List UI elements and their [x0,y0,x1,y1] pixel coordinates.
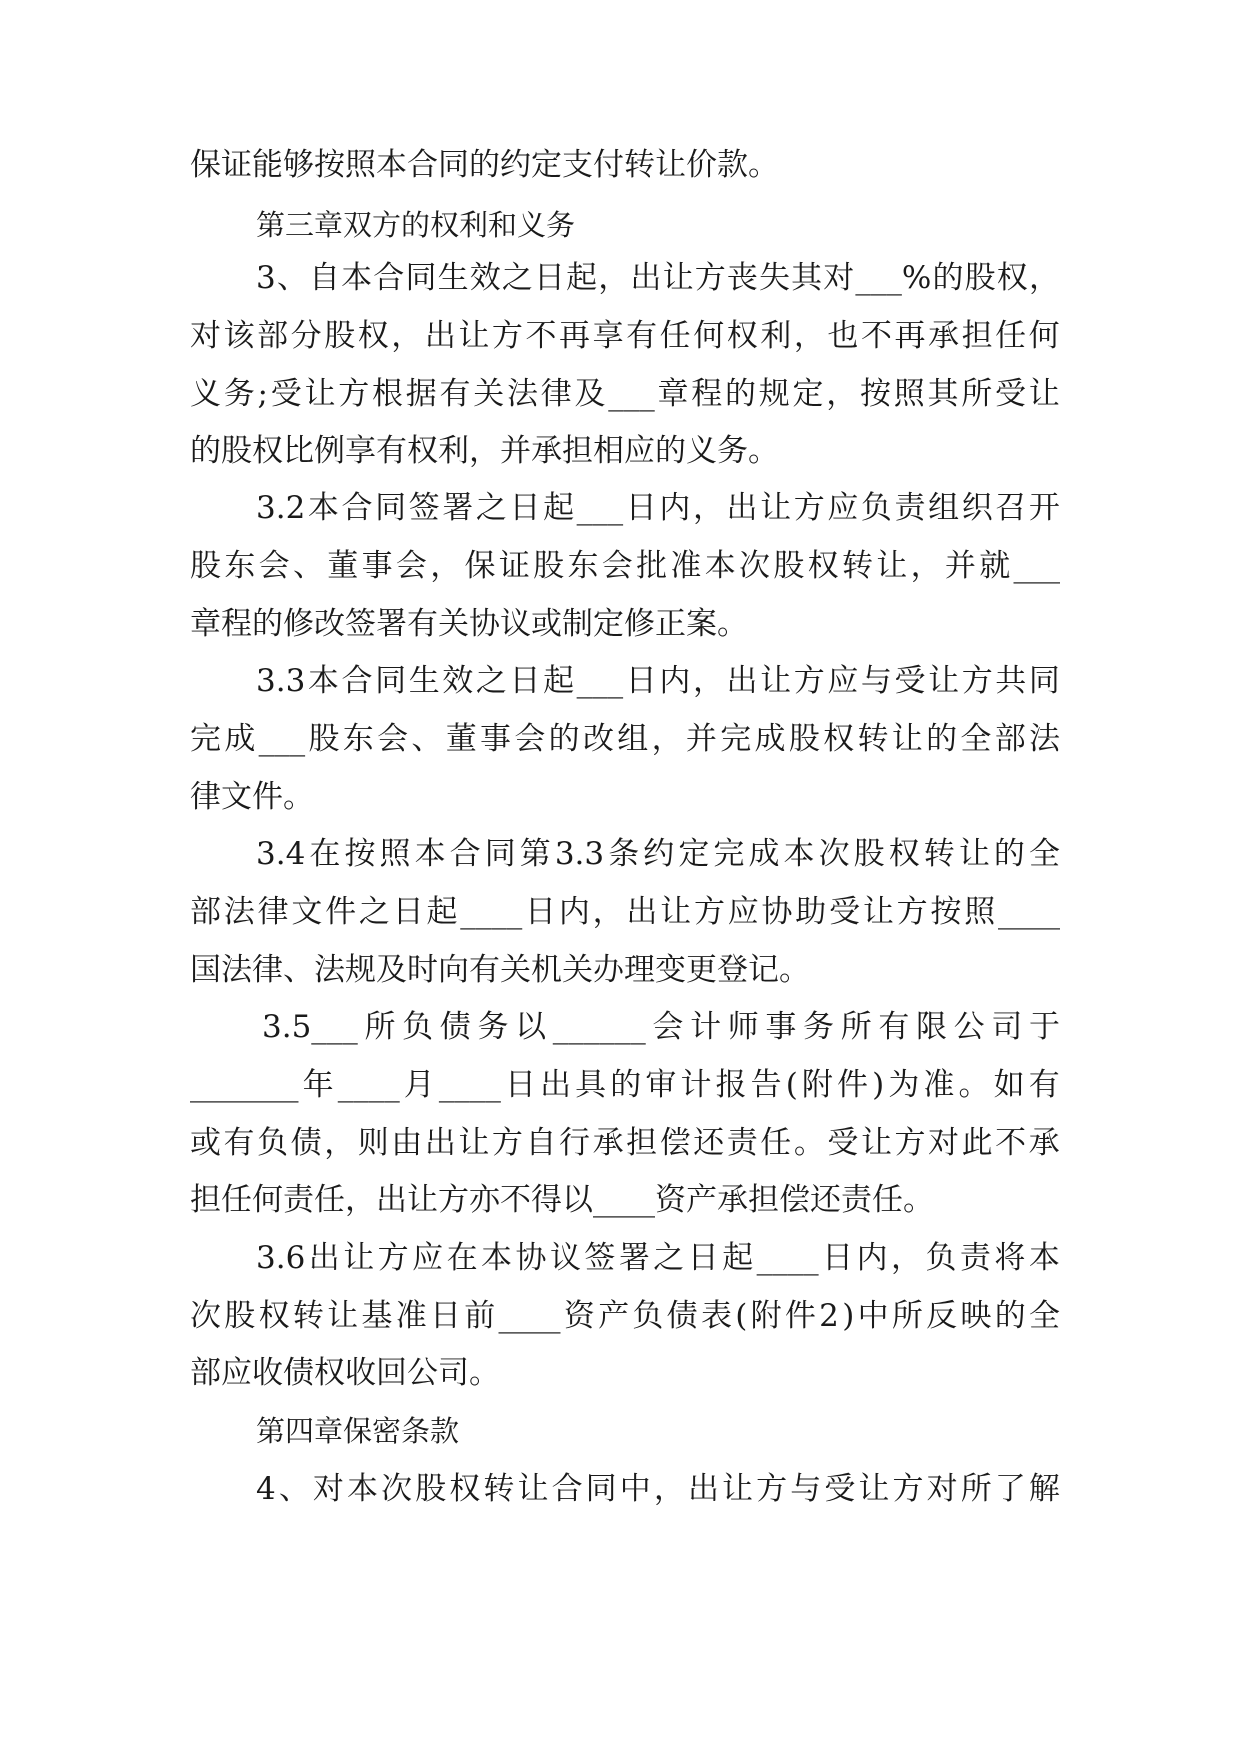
text-line: 4 、 对 本 次 股 权 转 让 合 同 中 ， 出 让 方 与 受 让 方 对 所 了 解 [256,1471,1060,1507]
text-line: 保证能够按照本合同的约定支付转让价款。 [190,147,779,183]
text-line: 的股权比例享有权利，并承担相应的义务。 [190,433,779,469]
chapter-heading: 第三章双方的权利和义务 [256,208,576,242]
text-line: 3.4 在 按 照 本 合 同 第 3.3 条 约 定 完 成 本 次 股 权 转 让 的 全 [256,836,1060,872]
text-line: 次 股 权 转 让 基 准 日 前 ____ 资 产 负 债 表 ( 附 件 2 ) 中 所 反 映 的 全 [190,1298,1060,1334]
text-line: 担任何责任，出让方亦不得以____资产承担偿还责任。 [190,1182,934,1218]
text-line: _______ 年 ____ 月 ____ 日 出 具 的 审 计 报 告 ( 附 件 ) 为 准 。 如 有 [190,1067,1060,1103]
text-line: 对 该 部 分 股 权 ， 出 让 方 不 再 享 有 任 何 权 利 ， 也 不 再 承 担 任 何 [190,318,1060,354]
text-line: 国法律、法规及时向有关机关办理变更登记。 [190,952,810,988]
text-line: 或 有 负 债 ， 则 由 出 让 方 自 行 承 担 偿 还 责 任 。 受 让 方 对 此 不 承 [190,1125,1060,1161]
chapter-heading: 第四章保密条款 [256,1414,460,1448]
text-line: 义 务 ; 受 让 方 根 据 有 关 法 律 及 ___ 章 程 的 规 定 ， 按 照 其 所 受 让 [190,376,1060,412]
text-line: 3.5___ 所 负 债 务 以 ______ 会 计 师 事 务 所 有 限 公 司 于 [262,1009,1060,1045]
text-line: 部 法 律 文 件 之 日 起 ____ 日 内 ， 出 让 方 应 协 助 受 让 方 按 照 ____ [190,894,1060,930]
text-line: 部应收债权收回公司。 [190,1355,500,1391]
text-line: 3.6 出 让 方 应 在 本 协 议 签 署 之 日 起 ____ 日 内 ， 负 责 将 本 [256,1240,1060,1276]
text-line: 3.3 本 合 同 生 效 之 日 起 ___ 日 内 ， 出 让 方 应 与 受 让 方 共 同 [256,663,1060,699]
text-line: 章程的修改签署有关协议或制定修正案。 [190,606,748,642]
text-line: 股 东 会 、 董 事 会 ， 保 证 股 东 会 批 准 本 次 股 权 转 让 ， 并 就 ___ [190,548,1060,584]
text-line: 完 成 ___ 股 东 会 、 董 事 会 的 改 组 ， 并 完 成 股 权 转 让 的 全 部 法 [190,721,1060,757]
text-line: 3 、 自 本 合 同 生 效 之 日 起 ， 出 让 方 丧 失 其 对 ___% 的 股 权 ， [256,260,1060,296]
text-line: 3.2 本 合 同 签 署 之 日 起 ___ 日 内 ， 出 让 方 应 负 责 组 织 召 开 [256,490,1060,526]
text-line: 律文件。 [190,779,314,815]
